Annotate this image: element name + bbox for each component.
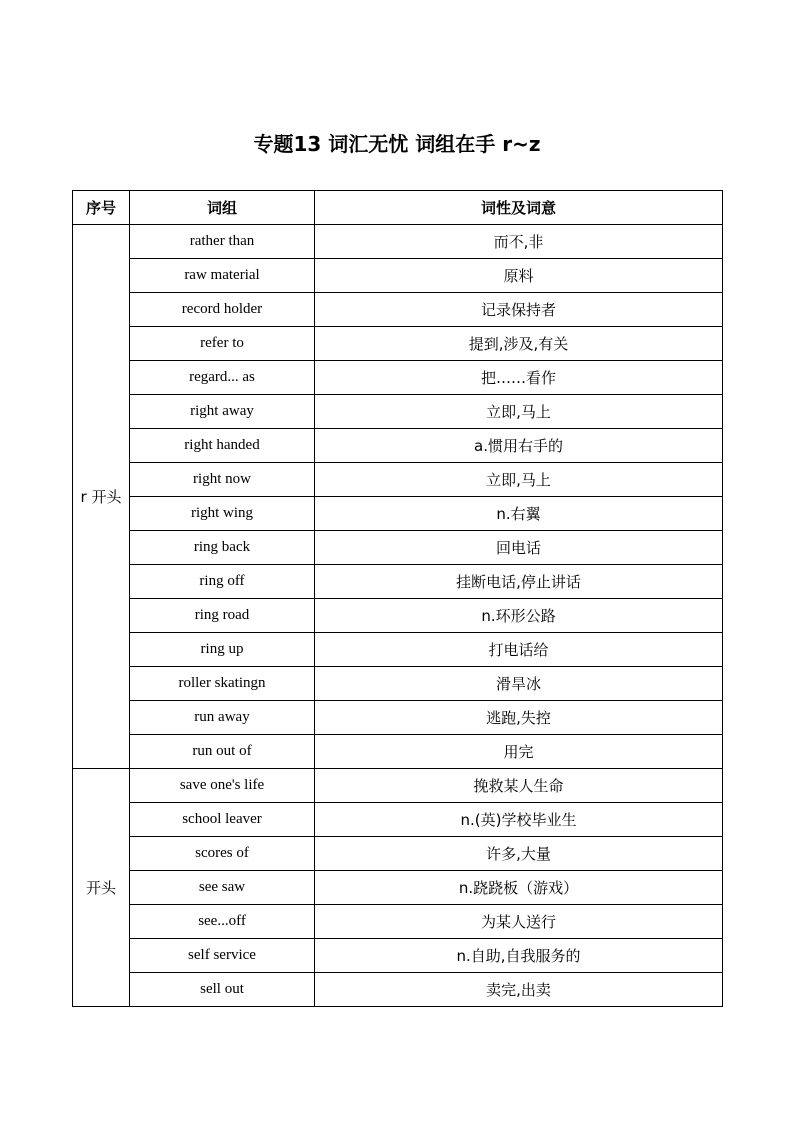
- meaning-cell: 逃跑,失控: [315, 701, 723, 735]
- phrase-cell: self service: [130, 939, 315, 973]
- phrase-cell: ring off: [130, 565, 315, 599]
- meaning-cell: 而不,非: [315, 225, 723, 259]
- meaning-cell: n.跷跷板（游戏）: [315, 871, 723, 905]
- meaning-cell: 滑旱冰: [315, 667, 723, 701]
- phrase-cell: see...off: [130, 905, 315, 939]
- meaning-cell: 挽救某人生命: [315, 769, 723, 803]
- meaning-cell: 把……看作: [315, 361, 723, 395]
- phrase-cell: see saw: [130, 871, 315, 905]
- table-row: [73, 395, 723, 429]
- phrase-cell: ring road: [130, 599, 315, 633]
- phrase-cell: raw material: [130, 259, 315, 293]
- meaning-cell: 立即,马上: [315, 395, 723, 429]
- phrase-cell: ring up: [130, 633, 315, 667]
- phrase-cell: school leaver: [130, 803, 315, 837]
- table-row: [73, 361, 723, 395]
- meaning-cell: a.惯用右手的: [315, 429, 723, 463]
- phrase-cell: run away: [130, 701, 315, 735]
- table-row: [73, 497, 723, 531]
- table-row: [73, 905, 723, 939]
- table-row: [73, 327, 723, 361]
- phrase-cell: run out of: [130, 735, 315, 769]
- table-row: [73, 565, 723, 599]
- meaning-cell: 打电话给: [315, 633, 723, 667]
- meaning-cell: 原料: [315, 259, 723, 293]
- table-body: [73, 225, 723, 1007]
- phrase-cell: regard... as: [130, 361, 315, 395]
- table-row: [73, 871, 723, 905]
- meaning-cell: n.(英)学校毕业生: [315, 803, 723, 837]
- meaning-cell: 许多,大量: [315, 837, 723, 871]
- table-row: [73, 735, 723, 769]
- meaning-cell: 立即,马上: [315, 463, 723, 497]
- table-row: [73, 667, 723, 701]
- group-label: r 开头: [73, 225, 130, 769]
- phrase-cell: refer to: [130, 327, 315, 361]
- table-row: [73, 701, 723, 735]
- table-row: [73, 939, 723, 973]
- phrase-cell: sell out: [130, 973, 315, 1007]
- header-meaning: 词性及词意: [315, 191, 723, 225]
- table-row: [73, 769, 723, 803]
- phrase-cell: right wing: [130, 497, 315, 531]
- table-row: [73, 973, 723, 1007]
- table-row: [73, 259, 723, 293]
- group-label: 开头: [73, 769, 130, 1007]
- header-phrase: 词组: [130, 191, 315, 225]
- meaning-cell: 回电话: [315, 531, 723, 565]
- phrase-cell: ring back: [130, 531, 315, 565]
- meaning-cell: 用完: [315, 735, 723, 769]
- phrase-cell: right handed: [130, 429, 315, 463]
- meaning-cell: 提到,涉及,有关: [315, 327, 723, 361]
- page-title: 专题13 词汇无忧 词组在手 r~z: [253, 132, 541, 156]
- table-row: [73, 293, 723, 327]
- phrase-cell: rather than: [130, 225, 315, 259]
- header-index: 序号: [73, 191, 130, 225]
- table-header-row: [73, 191, 723, 225]
- table-row: [73, 463, 723, 497]
- table-row: [73, 803, 723, 837]
- phrase-cell: right away: [130, 395, 315, 429]
- meaning-cell: 为某人送行: [315, 905, 723, 939]
- meaning-cell: n.右翼: [315, 497, 723, 531]
- table-row: [73, 633, 723, 667]
- table-row: [73, 531, 723, 565]
- meaning-cell: 记录保持者: [315, 293, 723, 327]
- table-row: [73, 837, 723, 871]
- vocab-table: [72, 190, 723, 1007]
- phrase-cell: scores of: [130, 837, 315, 871]
- phrase-cell: save one's life: [130, 769, 315, 803]
- phrase-cell: right now: [130, 463, 315, 497]
- meaning-cell: n.环形公路: [315, 599, 723, 633]
- table-row: [73, 429, 723, 463]
- meaning-cell: n.自助,自我服务的: [315, 939, 723, 973]
- meaning-cell: 挂断电话,停止讲话: [315, 565, 723, 599]
- table-row: [73, 599, 723, 633]
- phrase-cell: record holder: [130, 293, 315, 327]
- meaning-cell: 卖完,出卖: [315, 973, 723, 1007]
- table-row: [73, 225, 723, 259]
- phrase-cell: roller skatingn: [130, 667, 315, 701]
